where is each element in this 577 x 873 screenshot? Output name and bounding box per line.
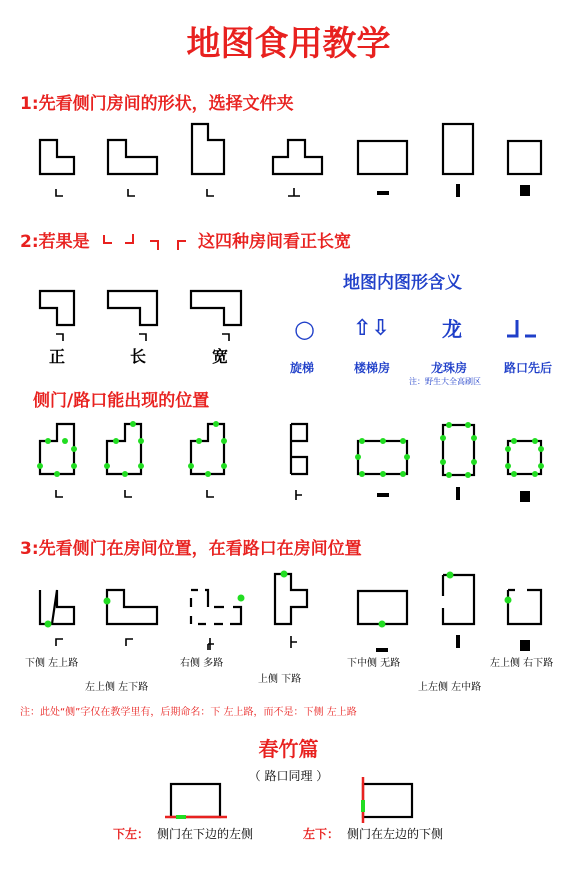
naming-footnote: 注：此处“侧”字仅在教学里有，后期命名：下 左上路，而不是：下侧 左上路 <box>20 707 357 718</box>
legend-title: 地图内图形含义 <box>343 273 462 293</box>
page-title: 地图食用教学 <box>186 24 391 64</box>
step3-heading: 3:先看侧门在房间位置，在看路口在房间位置 <box>20 539 362 559</box>
legend-label-stairs: 楼梯房 <box>354 361 391 375</box>
example-label-1: 下侧 左上路 <box>25 658 79 669</box>
label-kuan: 宽 <box>212 347 229 366</box>
legend-note: 注：野生大全高刷区 <box>409 377 481 386</box>
step1-heading: 1:先看侧门房间的形状，选择文件夹 <box>20 94 294 114</box>
spring-key-2: 左下： <box>303 827 340 841</box>
spring-key-1: 下左： <box>113 827 150 841</box>
example-label-7: 左上侧 右下路 <box>490 658 554 669</box>
label-chang: 长 <box>130 347 147 366</box>
legend-label-junction: 路口先后 <box>504 361 553 375</box>
label-zheng: 正 <box>49 347 66 366</box>
legend-label-dragon: 龙珠房 <box>431 361 468 375</box>
legend-label-spiral: 旋梯 <box>290 361 315 375</box>
stair-room-icon: ⇧⇩ <box>353 316 390 341</box>
spiral-stair-icon: ○ <box>294 315 315 343</box>
example-label-2: 左上侧 左下路 <box>85 682 149 693</box>
spring-desc-1: 侧门在下边的左侧 <box>157 827 254 841</box>
spring-subtitle: （ 路口同理 ） <box>248 769 329 783</box>
step2-suffix: 这四种房间看正长宽 <box>198 232 351 252</box>
spring-title: 春竹篇 <box>258 737 319 761</box>
positions-heading: 侧门/路口能出现的位置 <box>33 391 210 411</box>
spring-desc-2: 侧门在左边的下侧 <box>347 827 444 841</box>
example-label-5: 下中侧 无路 <box>347 658 401 669</box>
step2-prefix: 2:若果是 <box>20 232 90 252</box>
dragon-room-icon: 龙 <box>442 317 462 341</box>
example-label-6: 上左侧 左中路 <box>418 682 482 693</box>
example-label-3: 右侧 多路 <box>180 658 224 669</box>
example-label-4: 上侧 下路 <box>258 674 302 685</box>
